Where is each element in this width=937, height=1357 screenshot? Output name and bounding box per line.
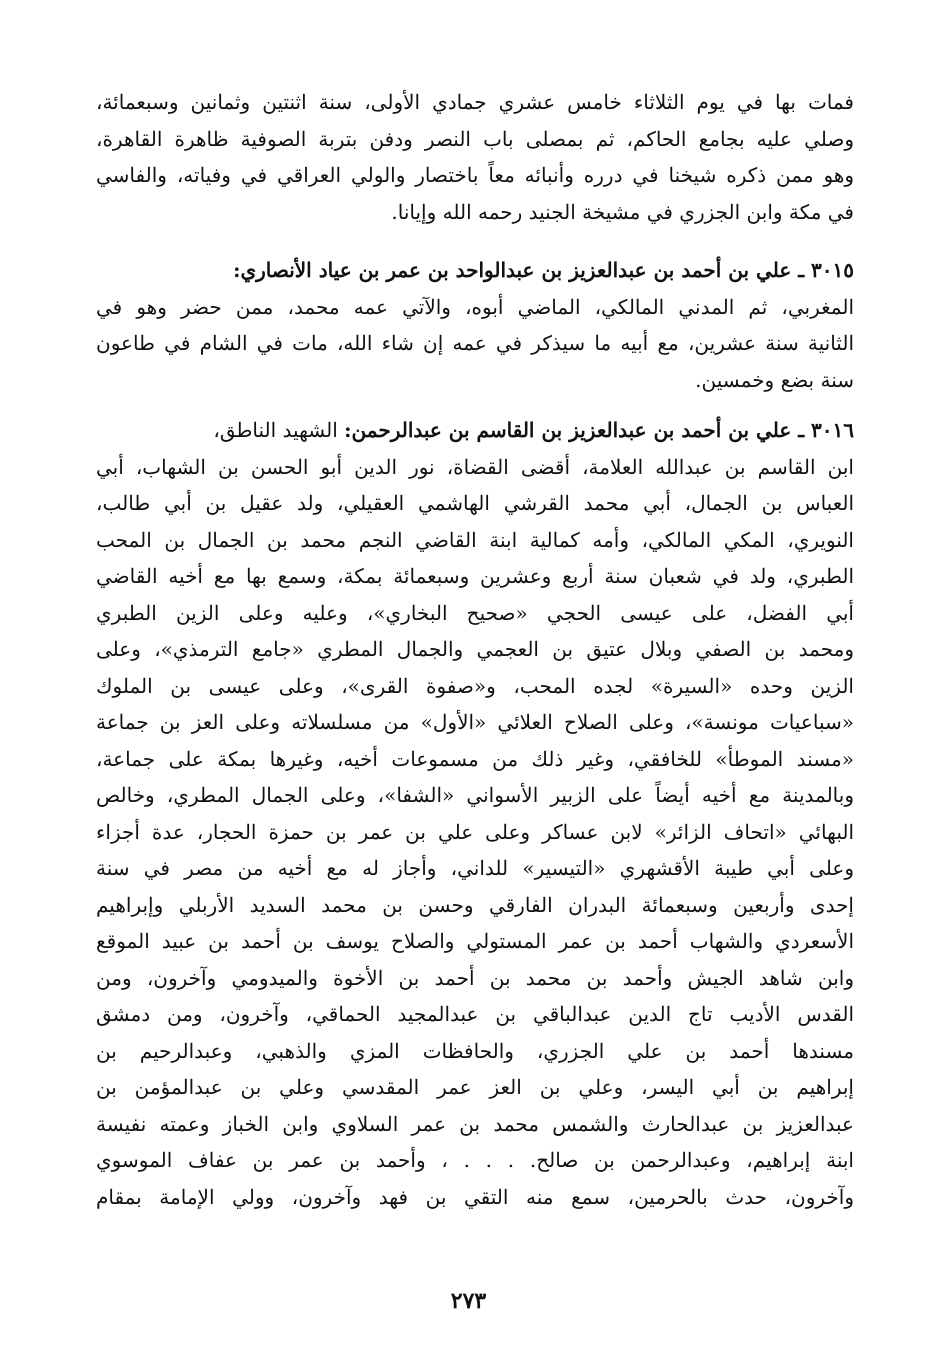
- paragraph-continuation: [96, 84, 854, 230]
- entry-3016: [96, 412, 854, 1215]
- text-line: سنة بضع وخمسين.: [695, 367, 854, 392]
- text-line: «سباعيات مونسة»، وعلى الصلاح العلائي «الأول» من مسلسلاته وعلى العز بن جماعة: [96, 710, 854, 734]
- text-line: عبدالعزيز بن عبدالحارث والشمس محمد بن عمر السلاوي وابن الخباز وعمته نفيسة: [96, 1111, 854, 1136]
- text-line: النويري، المكي المالكي، وأمه كمالية ابنة القاضي النجم محمد بن الجمال بن المحب: [96, 527, 854, 552]
- text-line: أبي الفضل، على عيسى الحجي «صحيح البخاري»، وعليه وعلى الزين الطبري: [96, 600, 854, 625]
- text-line: البهائي «اتحاف الزائر» لابن عساكر وعلى علي بن عمر بن حمزة الحجار، عدة أجزاء: [96, 819, 854, 844]
- paragraph-gap: [96, 230, 854, 252]
- text-line: وبالمدينة مع أخيه أيضاً على الزبير الأسواني «الشفا»، وعلى الجمال المطري، وخالص: [96, 783, 854, 807]
- text-line: ابنة إبراهيم، وعبدالرحمن بن صالح. . . . ، وأحمد بن عمر بن عفاف الموسوي: [96, 1148, 854, 1172]
- entry-heading: ٣٠١٦ ـ علي بن أحمد بن عبدالعزيز بن القاسم بن عبدالرحمن:: [344, 418, 854, 442]
- text-line: وآخرون، حدث بالحرمين، سمع منه التقي بن فهد وآخرون، وولي الإمامة بمقام: [96, 1184, 854, 1209]
- text-line: فمات بها في يوم الثلاثاء خامس عشري جمادي الأولى، سنة اثنتين وثمانين وسبعمائة،: [96, 90, 854, 114]
- text-line: ومحمد بن الصفي وبلال عتيق بن العجمي والجمال المطري «جامع الترمذي»، وعلى: [96, 637, 854, 661]
- page-number: ٢٧٣: [450, 1288, 487, 1314]
- entry-heading-line: [96, 412, 854, 449]
- text-line: الثانية سنة عشرين، مع أبيه ما سيذكر في عمه إن شاء الله، مات في الشام في طاعون: [96, 331, 854, 355]
- text-line: الزين وحده «السيرة» لجده المحب، و«صفوة القرى»، وعلى عيسى بن الملوك: [96, 673, 854, 698]
- text-line: وهو ممن ذكره شيخنا في درره وأنبائه معاً باختصار والولي العراقي في وفياته، والفاسي: [96, 163, 854, 187]
- text-line: القدس الأديب تاج الدين عبدالباقي بن عبدالمجيد الحماقي، وآخرون، ومن دمشق: [96, 1002, 854, 1026]
- text-line: وابن شاهد الجيش وأحمد بن محمد بن أحمد بن الأخوة والميدومي وآخرون، ومن: [96, 965, 854, 990]
- text-line: الأسعردي والشهاب أحمد بن عمر المستولي والصلاح يوسف بن أحمد بن عبيد الموقع: [96, 929, 854, 953]
- text-line: إحدى وأربعين وسبعمائة البدران الفارقي وحسن بن محمد السديد الأربلي وإبراهيم: [96, 892, 854, 917]
- text-line: العباس بن الجمال، أبي محمد القرشي الهاشمي العقيلي، ولد عقيل بن أبي طالب،: [96, 491, 854, 515]
- entry-3015: [96, 252, 854, 398]
- page-body: [96, 84, 854, 1215]
- text-line: «مسند الموطأ» للخافقي، وغير ذلك من مسموعات أخيه، وغيرها بمكة على جماعة،: [96, 746, 854, 771]
- text-line: الطبري، ولد في شعبان سنة أربع وعشرين وسبعمائة بمكة، وسمع بها مع أخيه القاضي: [96, 564, 854, 588]
- text-line: في مكة وابن الجزري في مشيخة الجنيد رحمه الله وإيانا.: [391, 199, 854, 224]
- entry-heading: ٣٠١٥ ـ علي بن أحمد بن عبدالعزيز بن عبدالواحد بن عمر بن عياد الأنصاري:: [233, 258, 854, 282]
- entry-heading-rest: الشهيد الناطق،: [213, 418, 345, 442]
- text-line: ابن القاسم بن عبدالله العلامة، أقضى القضاة، نور الدين أبو الحسن بن الشهاب، أبي: [96, 454, 854, 479]
- text-line: إبراهيم بن أبي اليسر، وعلي بن العز عمر المقدسي وعلي بن عبدالمؤمن بن: [96, 1075, 854, 1099]
- text-line: المغربي، ثم المدني المالكي، الماضي أبوه، والآتي عمه محمد، ممن حضر وهو في: [96, 294, 854, 319]
- paragraph-gap: [96, 398, 854, 412]
- text-line: وصلي عليه بجامع الحاكم، ثم بمصلى باب النصر ودفن بتربة الصوفية ظاهرة القاهرة،: [96, 126, 854, 151]
- text-line: وعلى أبي طيبة الأقشهري «التيسير» للداني، وأجاز له مع أخيه من مصر في سنة: [96, 856, 854, 880]
- text-line: مسندها أحمد بن علي الجزري، والحافظات المزي والذهبي، وعبدالرحيم بن: [96, 1038, 854, 1063]
